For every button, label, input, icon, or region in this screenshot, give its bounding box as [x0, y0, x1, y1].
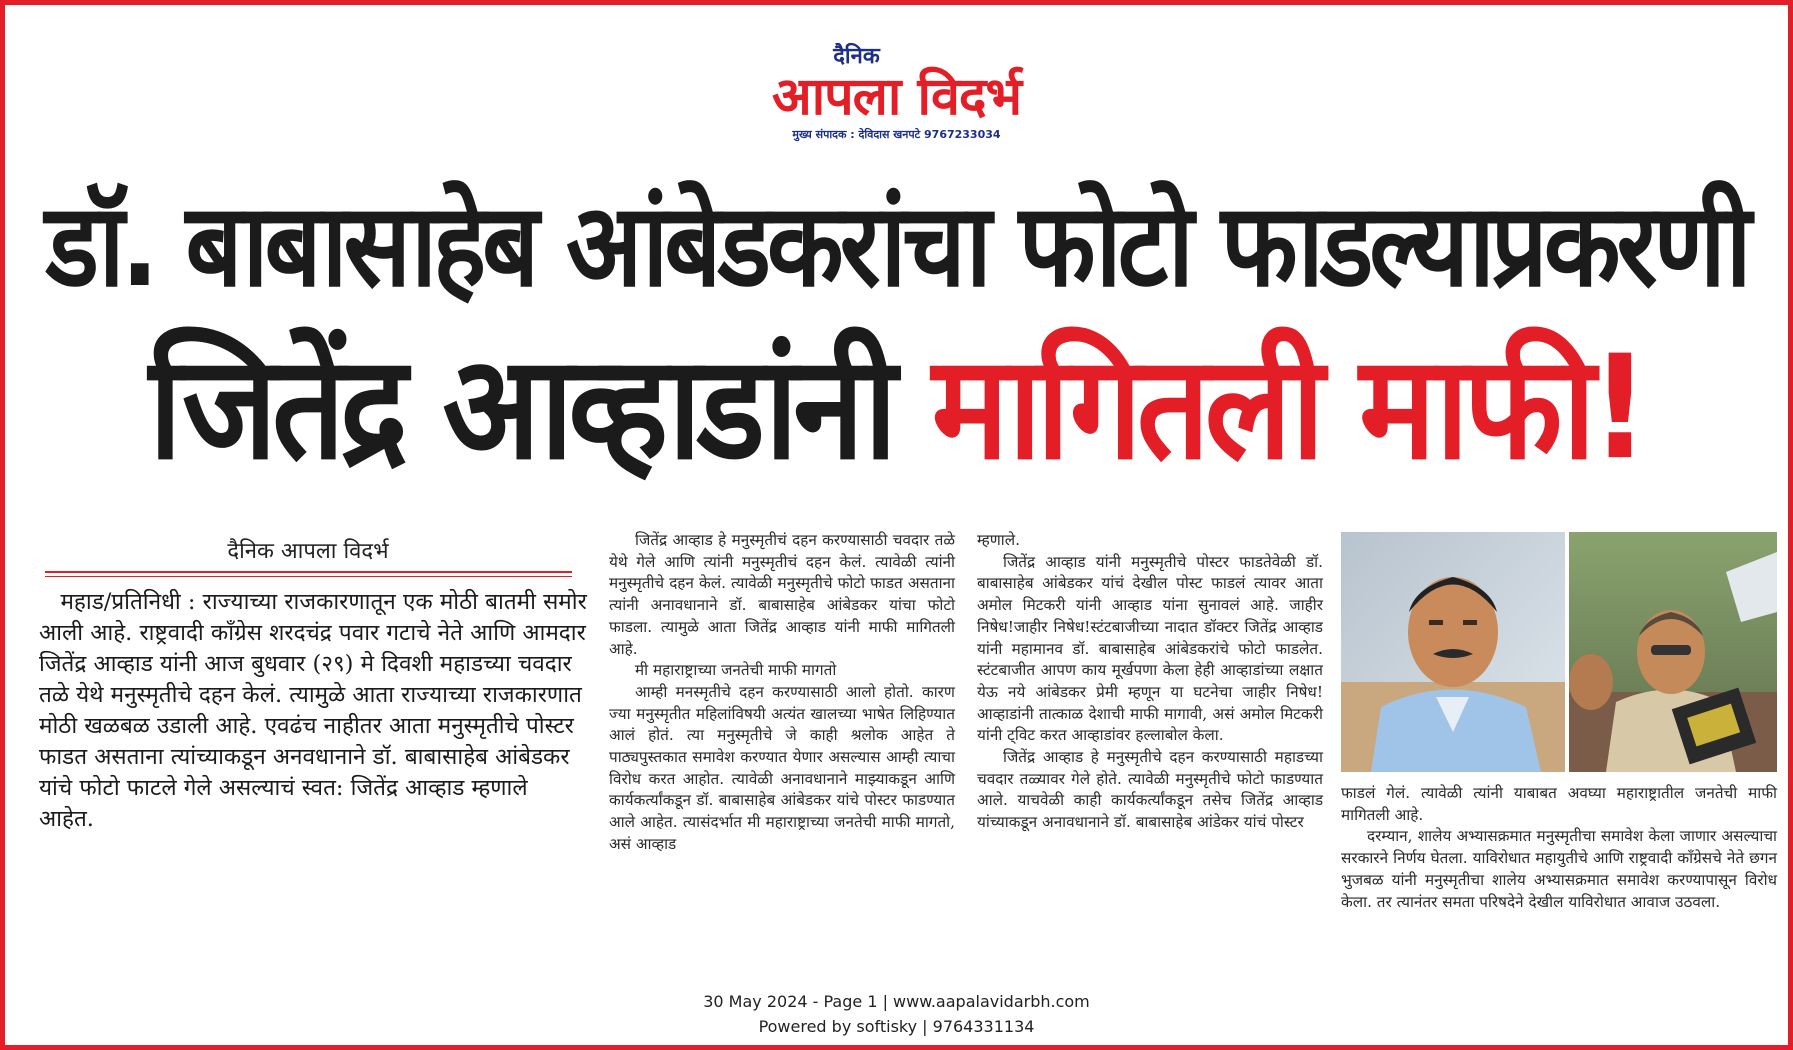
headline-line-2-black: जितेंद्र आव्हाडांनी: [148, 325, 893, 492]
col4-paragraph-1: फाडलं गेलं. त्यावेळी त्यांनी याबाबत अवघ्या महाराष्ट्रातील जनतेची माफी मागितली आहे.: [1341, 784, 1777, 824]
article-column-4: [1341, 783, 1777, 913]
col3-paragraph-3: जितेंद्र आव्हाड हे मनुस्मृतीचे दहन करण्यासाठी महाडच्या चवदार तळ्यावर गेले होते. त्यावेळी मनुस्मृतीचे फोटो फाडण्यात आले. याचवेळी काही कार्यकर्त्यांकडून तसेच जितेंद्र आव्हाड यांच्याकडून अनावधानाने डॉ. बाबासाहेब आंडेकर यांचं पोस्टर: [977, 748, 1323, 832]
byline-rule-bottom: [45, 576, 572, 577]
footer-date-page: 30 May 2024 - Page 1 | www.aapalavidarbh.com: [703, 992, 1090, 1011]
news-photo: [1341, 532, 1777, 772]
headline-line-1: डॉ. बाबासाहेब आंबेडकरांचा फोटो फाडल्याप्रकरणी: [45, 178, 1748, 313]
col3-paragraph-2: जितेंद्र आव्हाड यांनी मनुस्मृतीचे पोस्टर फाडतेवेळी डॉ. बाबासाहेब आंबेडकर यांचं देखील पोस्ट फाडलं त्यावर आता अमोल मिटकरी यांनी आव्हाड यांना सुनावलं आहे. जाहीर निषेध!जाहीर निषेध!स्टंटबाजीच्या नादात डॉक्टर जितेंद्र आव्हाड यांनी महामानव डॉ. बाबासाहेब आंबेडकरांचे फोटो फाडलेत. स्टंटबाजीत आपण काय मूर्खपणा केला हेही आव्हाडांच्या लक्षात येऊ नये आंबेडकर प्रेमी म्हणून या घटनेचा जाहीर निषेध! आव्हाडांनी तात्काळ देशाची माफी मागावी, असं अमोल मिटकरी यांनी ट्विट करत आव्हाडांवर हल्लाबोल केला.: [977, 552, 1323, 745]
col2-paragraph-2: आम्ही मनस्मृतीचे दहन करण्यासाठी आलो होतो. कारण ज्या मनुस्मृतीत महिलांविषयी अत्यंत खालच्या भाषेत लिहिण्यात आलं होतं. त्या मनुस्मृतीचे जे काही श्रलोक आहेत ते पाठ्यपुस्तकात समावेश करण्यात येणार असल्यास आम्ही त्याचा विरोध करत आहोत. त्यावेळी अनावधानाने माझ्याकडून आणि कार्यकर्त्यांकडून डॉ. बाबासाहेब आंबेडकर यांचे पोस्टर फाडण्यात आले आहेत. त्यासंदर्भात मी महाराष्ट्राच्या जनतेची माफी मागतो, असं आव्हाड: [609, 682, 955, 853]
article-column-2: [609, 530, 955, 856]
byline: दैनिक आपला विदर्भ: [227, 539, 389, 564]
col2-subheading: मी महाराष्ट्राच्या जनतेची माफी मागतो: [635, 661, 837, 680]
masthead-small: दैनिक: [833, 44, 880, 69]
headline-line-2-red: मागितली माफी!: [931, 325, 1645, 492]
masthead: [5, 45, 1788, 142]
footer-powered-by: Powered by softisky | 9764331134: [758, 1017, 1035, 1036]
lead-paragraph: [39, 587, 587, 835]
headline-line-2: [5, 325, 1788, 493]
masthead-editor: मुख्य संपादक : देविदास खनपटे 9767233034: [792, 128, 1001, 141]
byline-rule-top: [45, 571, 572, 573]
news-photo-illustration: [1341, 532, 1777, 772]
col4-paragraph-2: दरम्यान, शालेय अभ्यासक्रमात मनुस्मृतीचा समावेश केला जाणार असल्याचा सरकारने निर्णय घेतला. याविरोधात महायुतीचे आणि राष्ट्रवादी काँग्रेसचे नेते छगन भुजबळ यांनी मनुस्मृतीचा शालेय अभ्यासक्रमात समावेश करण्यापासून विरोध केला. तर त्यानंतर समता परिषदेने देखील याविरोधात आवाज उठवला.: [1341, 827, 1777, 911]
article-column-3: [977, 530, 1323, 834]
col2-paragraph-1: जितेंद्र आव्हाड हे मनुस्मृतीचं दहन करण्यासाठी चवदार तळे येथे गेले आणि त्यांनी मनुस्मृतीचं दहन केलं. त्यावेळी त्यांनी मनुस्मृतीचे दहन केलं. त्यावेळी मनुस्मृतीचे फोटो फाडत असताना त्यांनी अनावधानाने डॉ. बाबासाहेब आंबेडकर यांचा फोटो फाडला. त्यामुळे आता जितेंद्र आव्हाड यांनी माफी मागितली आहे.: [609, 531, 955, 658]
lead-text: महाड/प्रतिनिधी : राज्याच्या राजकारणातून एक मोठी बातमी समोर आली आहे. राष्ट्रवादी काँग्रेस शरदचंद्र पवार गटाचे नेते आणि आमदार जितेंद्र आव्हाड यांनी आज बुधवार (२९) मे दिवशी महाडच्या चवदार तळे येथे मनुस्मृतीचे दहन केलं. त्यामुळे आता राज्याच्या राजकारणात मोठी खळबळ उडाली आहे. एवढंच नाहीतर आता मनुस्मृतीचे पोस्टर फाडत असताना त्यांच्याकडून अनवधानाने डॉ. बाबासाहेब आंबेडकर यांचे फोटो फाटले गेले असल्याचं स्वत: जितेंद्र आव्हाड म्हणाले आहेत.: [39, 589, 587, 832]
col3-paragraph-1: म्हणाले.: [977, 531, 1020, 549]
masthead-title: आपला विदर्भ: [771, 67, 1022, 127]
